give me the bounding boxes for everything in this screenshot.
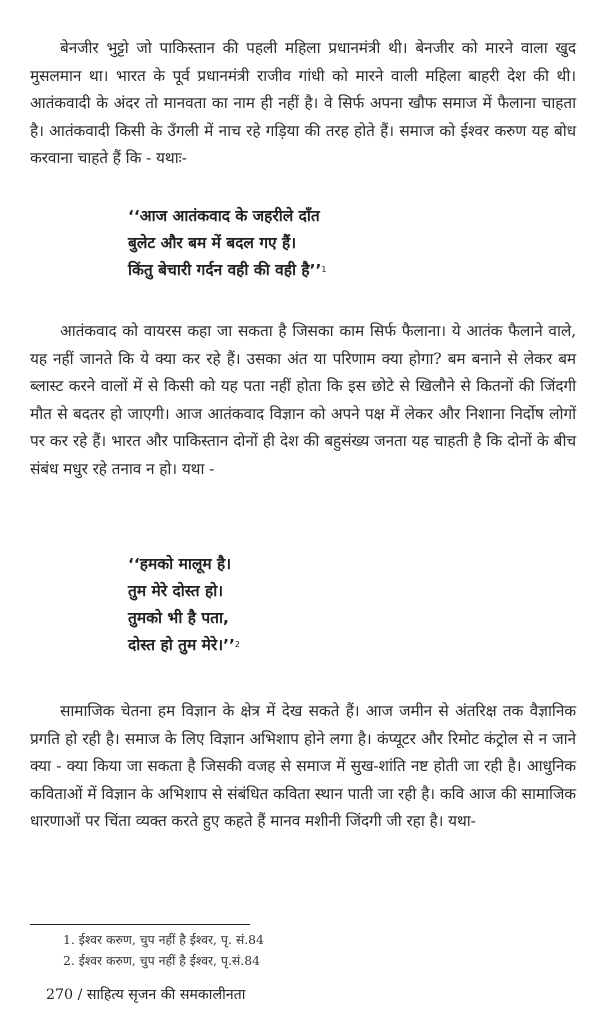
- footnote-1: 1. ईश्वर करुण, चुप नहीं है ईश्वर, पृ. सं.84: [63, 932, 264, 947]
- poem-line: तुमको भी है पता,: [128, 609, 229, 627]
- poem-line: [128, 257, 327, 284]
- poem-line: ‘‘आज आतंकवाद के जहरीले दाँत: [128, 207, 320, 225]
- paragraph-text: बेनजीर भुट्टो जो पाकिस्तान की पहली महिला प्रधानमंत्री थी। बेनजीर को मारने वाला खुद मुसलमान था। भारत के पूर्व प्रधानमंत्री राजीव गांधी को मारने वाली महिला बाहरी देश की थी। आतंकवादी के अंदर तो मानवता का नाम ही नहीं है। वे सिर्फ अपना खौफ समाज में फैलाना चाहता है। आतंकवादी किसी के उँगली में नाच रहे गड़िया की तरह होते हैं। समाज को ईश्वर करुण यह बोध करवाना चाहते हैं कि - यथाः-: [30, 39, 576, 168]
- page-number: 270: [46, 987, 74, 1003]
- poem-line-text: दोस्त हो तुम मेरे।’’: [128, 636, 235, 654]
- poem-2: [128, 551, 240, 659]
- footnote-2: 2. ईश्वर करुण, चुप नहीं है ईश्वर, पृ.सं.84: [63, 953, 260, 968]
- paragraph-3: [30, 698, 576, 836]
- page-footer: [46, 985, 245, 1004]
- paragraph-text: सामाजिक चेतना हम विज्ञान के क्षेत्र में देख सकते हैं। आज जमीन से अंतरिक्ष तक वैज्ञानिक प्रगति हो रही है। समाज के लिए विज्ञान अभिशाप होने लगा है। कंप्यूटर और रिमोट कंट्रोल से न जाने क्या - क्या किया जा सकता है जिसकी वजह से समाज में सुख-शांति नष्ट होती जा रही है। आधुनिक कविताओं में विज्ञान के अभिशाप से संबंधित कविता स्थान पाती जा रही है। कवि आज की सामाजिक धारणाओं पर चिंता व्यक्त करते हुए कहते हैं मानव मशीनी जिंदगी जी रहा है। यथा-: [30, 702, 576, 831]
- poem-line: बुलेट और बम में बदल गए हैं।: [128, 234, 297, 252]
- footnote-ref: 2: [234, 640, 241, 649]
- poem-1: [128, 203, 327, 284]
- footnote-ref: 1: [321, 265, 327, 274]
- page-body-2: [30, 318, 576, 484]
- paragraph-2: [30, 318, 576, 484]
- paragraph-text: आतंकवाद को वायरस कहा जा सकता है जिसका काम सिर्फ फैलाना। ये आतंक फैलाने वाले, यह नहीं जानते कि ये क्या कर रहे हैं। उसका अंत या परिणाम क्या होगा? बम बनाने से लेकर बम ब्लास्ट करने वालों में से किसी को यह पता नहीं होता कि इस छोटे से खिलौने से कितनों की जिंदगी मौत से बदतर हो जाएगी। आज आतंकवाद विज्ञान को अपने पक्ष में लेकर और निशाना निर्दोष लोगों पर कर रहे हैं। भारत और पाकिस्तान दोनों ही देश की बहुसंख्य जनता यह चाहती है कि दोनों के बीच संबंध मधुर रहे तनाव न हो। यथा -: [30, 322, 576, 478]
- footnotes: [63, 929, 264, 971]
- poem-line: तुम मेरे दोस्त हो।: [128, 582, 224, 600]
- footnote-divider: [30, 924, 250, 925]
- poem-line: [128, 632, 240, 659]
- footer-separator: /: [77, 987, 83, 1003]
- poem-line-text: किंतु बेचारी गर्दन वही की वही है’’: [128, 261, 322, 279]
- paragraph-1: [30, 35, 576, 173]
- poem-line: ‘‘हमको मालूम है।: [128, 555, 232, 573]
- book-title: साहित्य सृजन की समकालीनता: [86, 987, 246, 1003]
- page-body-3: [30, 698, 576, 836]
